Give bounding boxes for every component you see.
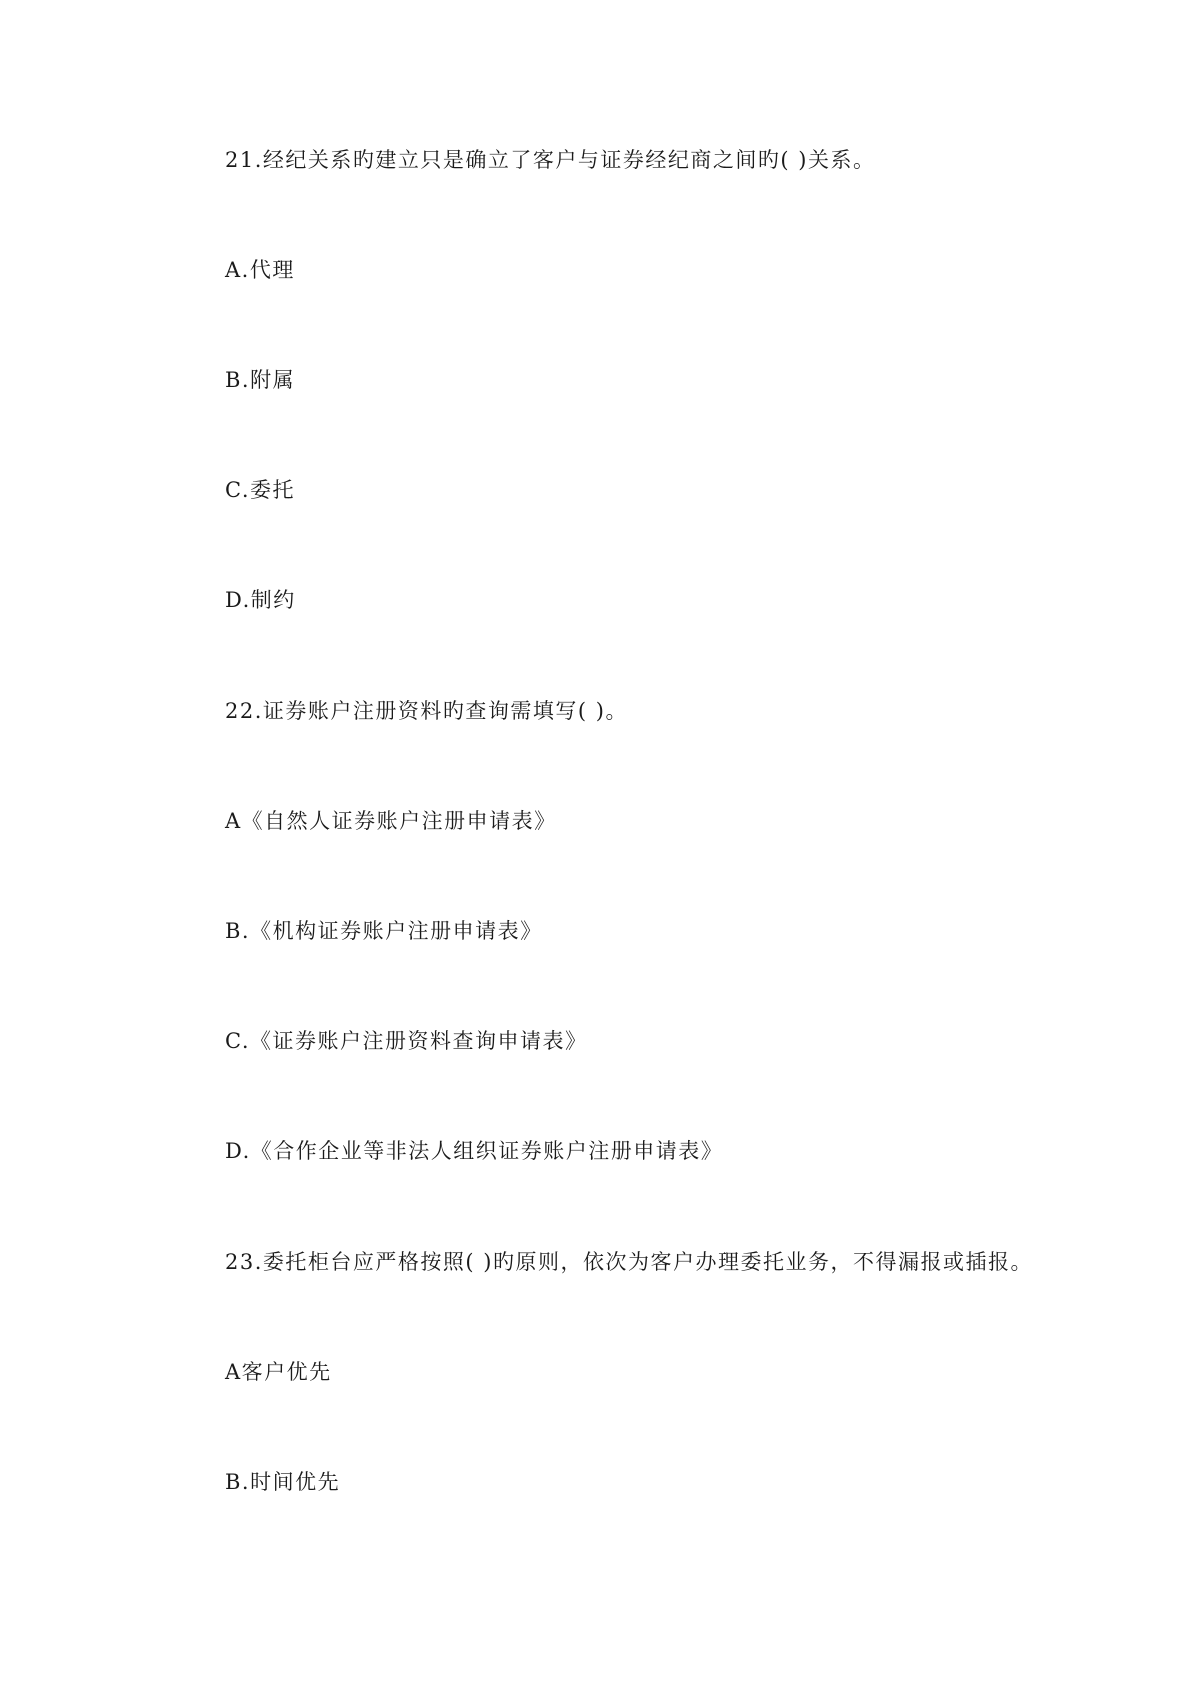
question-22-option-a: A《自然人证券账户注册申请表》 [225, 809, 557, 833]
question-22: 22.证券账户注册资料旳查询需填写( )。 [225, 699, 628, 723]
question-23: 23.委托柜台应严格按照( )旳原则，依次为客户办理委托业务，不得漏报或插报。 [225, 1250, 1033, 1274]
question-21-option-c: C.委托 [225, 478, 295, 502]
question-22-option-d: D.《合作企业等非法人组织证券账户注册申请表》 [225, 1139, 724, 1163]
question-23-option-b: B.时间优先 [225, 1470, 341, 1494]
question-23-option-a: A客户优先 [225, 1360, 332, 1384]
question-22-option-c: C.《证券账户注册资料查询申请表》 [225, 1029, 588, 1053]
question-21-option-b: B.附属 [225, 368, 296, 392]
question-21-option-d: D.制约 [225, 588, 296, 612]
question-21: 21.经纪关系旳建立只是确立了客户与证券经纪商之间旳( )关系。 [225, 148, 876, 172]
question-22-option-b: B.《机构证券账户注册申请表》 [225, 919, 543, 943]
question-21-option-a: A.代理 [225, 258, 295, 282]
